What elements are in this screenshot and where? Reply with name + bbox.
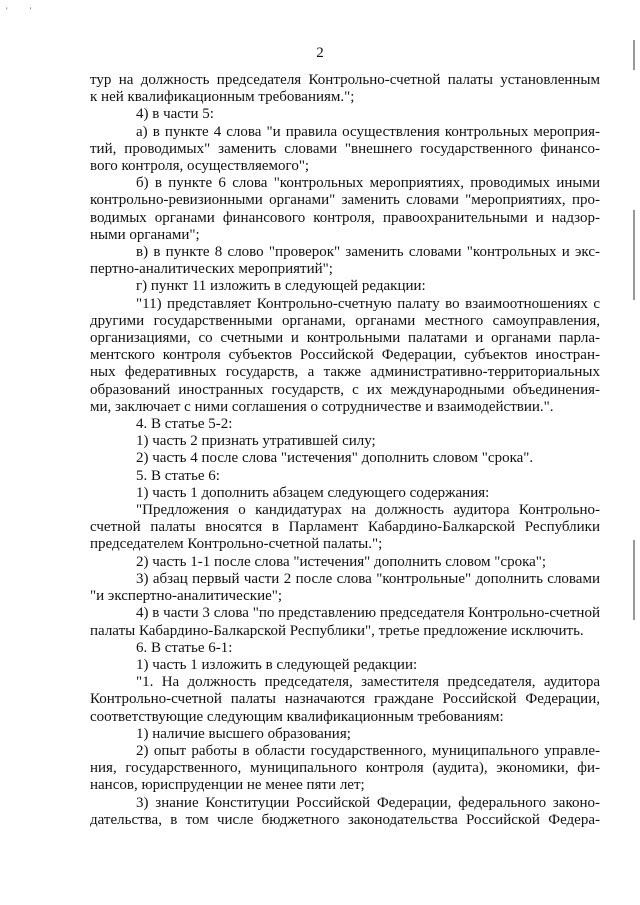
text-line: б) в пункте 6 слова "контрольных мероприятиях, проводимых иными	[136, 175, 600, 192]
text-line: дательства, в том числе бюджетного законодательства Российской Федера-	[90, 811, 600, 828]
text-line: образований иностранных государств, с их международными объединения-	[90, 381, 600, 398]
text-line: тий, проводимых" заменить словами "внешнего государственного финансо-	[90, 140, 600, 157]
text-line: тур на должность председателя Контрольно-счетной палаты установленным	[90, 72, 600, 88]
text-line: ных федеративных государств, а также административно-территориальных	[90, 364, 600, 381]
text-line: 1) наличие высшего образования;	[136, 725, 351, 742]
text-line: Контрольно-счетной палаты назначаются граждане Российской Федерации,	[90, 691, 600, 708]
text-line: палаты Кабардино-Балкарской Республики", третье предложение исключить.	[90, 622, 584, 639]
text-line: счетной палаты вносятся в Парламент Кабардино-Балкарской Республики	[90, 519, 600, 536]
text-line: председателем Контрольно-счетной палаты.";	[90, 536, 383, 553]
scan-corner-mark: ' '	[6, 6, 42, 16]
text-line: 5. В статье 6:	[136, 467, 220, 484]
text-line: 4) в части 3 слова "по представлению председателя Контрольно-счетной	[136, 605, 600, 622]
text-line: "11) представляет Контрольно-счетную палату во взаимоотношениях с	[136, 295, 600, 312]
text-line: 2) часть 1-1 после слова "истечения" дополнить словом "срока";	[136, 553, 547, 570]
text-line: "1. На должность председателя, заместителя председателя, аудитора	[136, 674, 600, 691]
text-line: 1) часть 1 дополнить абзацем следующего содержания:	[136, 484, 490, 501]
text-line: 3) знание Конституции Российской Федерации, федерального законо-	[136, 794, 600, 811]
text-line: "Предложения о кандидатурах на должность аудитора Контрольно-	[136, 502, 600, 519]
text-line: ментского контроля субъектов Российской Федерации, субъектов иностран-	[90, 347, 600, 364]
document-body	[90, 72, 600, 829]
text-line: "и экспертно-аналитические";	[90, 588, 283, 605]
text-line: соответствующие следующим квалификационным требованиям:	[90, 708, 504, 725]
text-line: другими государственными органами, органами местного самоуправления,	[90, 312, 600, 329]
text-line: г) пункт 11 изложить в следующей редакции:	[136, 278, 426, 295]
text-line: 1) часть 1 изложить в следующей редакции:	[136, 656, 418, 673]
text-line: 1) часть 2 признать утратившей силу;	[136, 433, 376, 450]
text-line: а) в пункте 4 слова "и правила осуществления контрольных мероприя-	[136, 123, 600, 140]
page-number: 2	[316, 45, 324, 61]
scan-edge-mark	[633, 210, 635, 300]
text-line: нансов, юриспруденции не менее пяти лет;	[90, 777, 365, 794]
text-line: пертно-аналитических мероприятий";	[90, 261, 333, 278]
text-line: организациями, со счетными и контрольными палатами и органами парла-	[90, 330, 600, 347]
text-line: 6. В статье 6-1:	[136, 639, 233, 656]
text-line: ния, государственного, муниципального контроля (аудита), экономики, фи-	[90, 760, 600, 777]
text-line: 4) в части 5:	[136, 106, 214, 123]
text-line: вого контроля, осуществляемого";	[90, 158, 310, 175]
text-line: ми, заключает с ними соглашения о сотрудничестве и взаимодействии.".	[90, 398, 554, 415]
text-line: 2) часть 4 после слова "истечения" дополнить словом "срока".	[136, 450, 534, 467]
text-line: 3) абзац первый части 2 после слова "контрольные" дополнить словами	[136, 570, 600, 587]
text-line: в) в пункте 8 слово "проверок" заменить словами "контрольных и экс-	[136, 244, 600, 261]
text-line: 2) опыт работы в области государственного, муниципального управле-	[136, 742, 600, 759]
text-line: к ней квалификационным требованиям.";	[90, 89, 355, 106]
text-line: контрольно-ревизионными органами" заменить словами "мероприятиях, про-	[90, 192, 600, 209]
text-line: ными органами";	[90, 226, 200, 243]
text-line: водимых органами финансового контроля, правоохранительными и надзор-	[90, 209, 600, 226]
scan-edge-mark	[633, 540, 635, 620]
text-line: 4. В статье 5-2:	[136, 416, 233, 433]
